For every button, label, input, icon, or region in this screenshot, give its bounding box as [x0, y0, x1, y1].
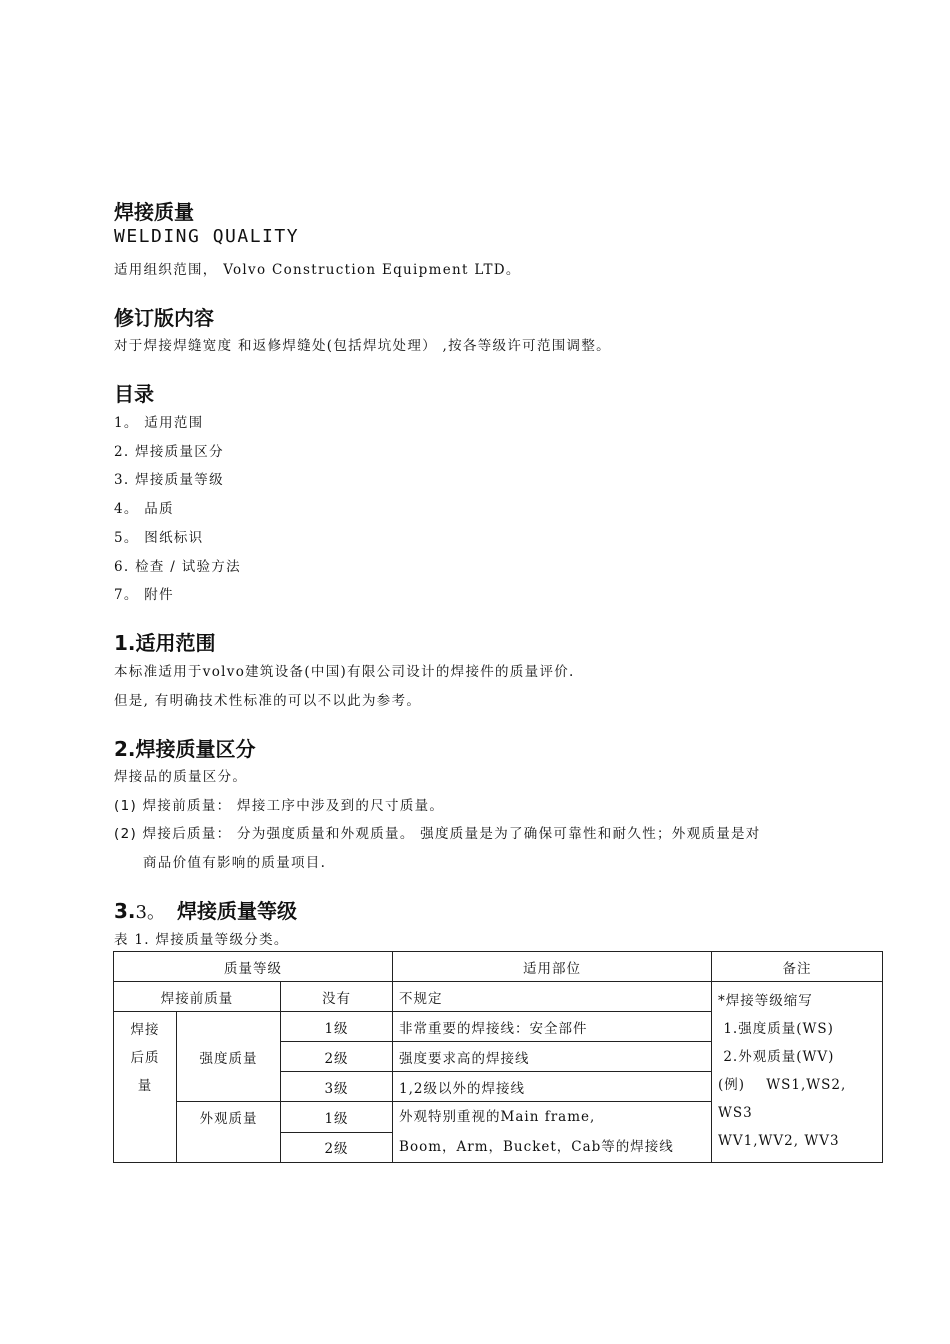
- post-weld-line: 量: [137, 1078, 153, 1094]
- part-cell: 1,2级以外的焊接线: [393, 1072, 712, 1102]
- section3-title: 焊接质量等级: [176, 899, 297, 923]
- toc-item: 5。 图纸标识: [114, 530, 204, 546]
- level-cell: 1级: [281, 1102, 393, 1133]
- part-line: 外观特别重视的Main frame,: [399, 1109, 596, 1125]
- item-text: 焊接后质量： 分为强度质量和外观质量。 强度质量是为了确保可靠性和耐久性；外观质量是对: [142, 826, 761, 842]
- item-number: (2): [114, 826, 138, 842]
- section2-intro: 焊接品的质量区分。: [114, 769, 248, 785]
- toc-item: 2. 焊接质量区分: [114, 444, 224, 460]
- toc-item: 3. 焊接质量等级: [114, 472, 224, 488]
- note-line: 2.外观质量(WV): [718, 1049, 835, 1065]
- level-cell: 2级: [281, 1042, 393, 1072]
- note-line: WS3: [718, 1105, 753, 1121]
- part-line: Boom，Arm，Bucket，Cab等的焊接线: [399, 1139, 674, 1155]
- post-weld-line: 后质: [130, 1050, 160, 1066]
- unspecified-cell: 不规定: [393, 982, 712, 1012]
- strength-cell: 强度质量: [177, 1012, 281, 1102]
- section3-num: 3.: [114, 899, 136, 923]
- section2-item1: [114, 794, 444, 814]
- revision-text: 对于焊接焊缝宽度 和返修焊缝处(包括焊坑处理） ,按各等级许可范围调整。: [114, 338, 611, 354]
- table-caption: 表 1. 焊接质量等级分类。: [114, 932, 289, 948]
- level-cell: 1级: [281, 1012, 393, 1042]
- toc-item: 4。 品质: [114, 501, 174, 517]
- toc-item: 1。 适用范围: [114, 415, 204, 431]
- part-cell: 非常重要的焊接线：安全部件: [393, 1012, 712, 1042]
- item-text: 焊接前质量： 焊接工序中涉及到的尺寸质量。: [142, 798, 445, 814]
- section3-heading: [114, 895, 297, 924]
- section2-item2: [114, 822, 761, 842]
- section1-line: 本标准适用于volvo建筑设备(中国)有限公司设计的焊接件的质量评价.: [114, 664, 575, 680]
- header-part: 适用部位: [393, 952, 712, 982]
- revision-heading: 修订版内容: [114, 306, 214, 330]
- note-line: 1.强度质量(WS): [718, 1021, 834, 1037]
- section3-num2: 3。: [135, 902, 165, 923]
- section1-line: 但是, 有明确技术性标准的可以不以此为参考。: [114, 693, 422, 709]
- doc-title-en: WELDING QUALITY: [114, 226, 300, 247]
- note-line: WV1,WV2, WV3: [718, 1133, 840, 1149]
- item-number: (1): [114, 798, 138, 814]
- appearance-cell: 外观质量: [177, 1102, 281, 1163]
- part-cell: 强度要求高的焊接线: [393, 1042, 712, 1072]
- header-grade: 质量等级: [114, 952, 393, 982]
- post-weld-line: 焊接: [130, 1022, 160, 1038]
- doc-title-cn: 焊接质量: [114, 200, 194, 224]
- table-row: [114, 982, 883, 1012]
- notes-cell: [712, 982, 883, 1163]
- quality-grade-table: [113, 951, 883, 1163]
- toc-item: 6. 检查 / 试验方法: [114, 559, 241, 575]
- post-weld-cell: [114, 1012, 177, 1163]
- section2-item2-continued: 商品价值有影响的质量项目.: [143, 855, 327, 871]
- note-line: *焊接等级缩写: [718, 993, 813, 1009]
- pre-weld-cell: 焊接前质量: [114, 982, 281, 1012]
- header-note: 备注: [712, 952, 883, 982]
- scope-line: 适用组织范围， Volvo Construction Equipment LTD。: [114, 262, 521, 278]
- part-cell-appearance: [393, 1102, 712, 1163]
- note-line: (例) WS1,WS2,: [718, 1077, 847, 1093]
- table-header-row: [114, 952, 883, 982]
- section1-heading: 1.适用范围: [114, 631, 216, 655]
- none-cell: 没有: [281, 982, 393, 1012]
- section2-heading: 2.焊接质量区分: [114, 737, 256, 761]
- level-cell: 2级: [281, 1132, 393, 1163]
- level-cell: 3级: [281, 1072, 393, 1102]
- toc-item: 7。 附件: [114, 587, 174, 603]
- toc-heading: 目录: [114, 382, 154, 406]
